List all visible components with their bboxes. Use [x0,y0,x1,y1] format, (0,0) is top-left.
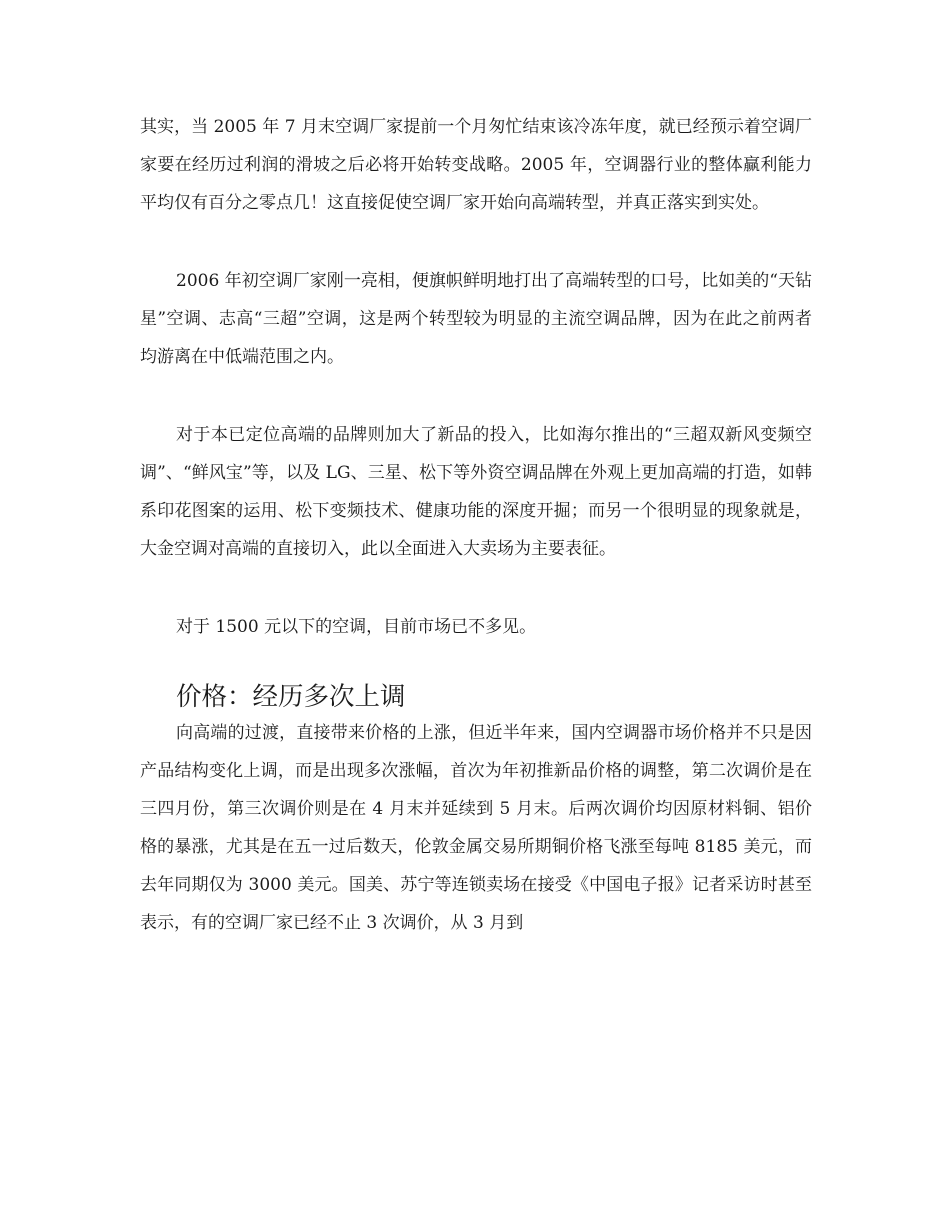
paragraph-2: 2006 年初空调厂家刚一亮相，便旗帜鲜明地打出了高端转型的口号，比如美的“天钻星”空调、志高“三超”空调，这是两个转型较为明显的主流空调品牌，因为在此之前两者均游离在中低端范围之内。 [140,271,812,367]
section-paragraph: 向高端的过渡，直接带来价格的上涨，但近半年来，国内空调器市场价格并不只是因产品结构变化上调，而是出现多次涨幅，首次为年初推新品价格的调整，第二次调价是在三四月份，第三次调价则是在 4 月末并延续到 5 月末。后两次调价均因原材料铜、铝价格的暴涨，尤其是在五一过后数天，伦敦金属交易所期铜价格飞涨至每吨 8185 美元，而去年同期仅为 3000 美元。国美、苏宁等连锁卖场在接受《中国电子报》记者采访时甚至表示，有的空调厂家已经不止 3 次调价，从 3 月到 [140,723,812,933]
paragraph-3: 对于本已定位高端的品牌则加大了新品的投入，比如海尔推出的“三超双新风变频空调”、“鲜风宝”等，以及 LG、三星、松下等外资空调品牌在外观上更加高端的打造，如韩系印花图案的运用、松下变频技术、健康功能的深度开掘；而另一个很明显的现象就是，大金空调对高端的直接切入，此以全面进入大卖场为主要表征。 [140,425,812,559]
section-heading: 价格：经历多次上调 [176,682,406,712]
paragraph-4: 对于 1500 元以下的空调，目前市场已不多见。 [176,617,537,637]
paragraph-1: 其实，当 2005 年 7 月末空调厂家提前一个月匆忙结束该冷冻年度，就已经预示着空调厂家要在经历过利润的滑坡之后必将开始转变战略。2005 年，空调器行业的整体赢利能力平均仅有百分之零点几！这直接促使空调厂家开始向高端转型，并真正落实到实处。 [140,117,812,213]
document-body [140,108,812,942]
